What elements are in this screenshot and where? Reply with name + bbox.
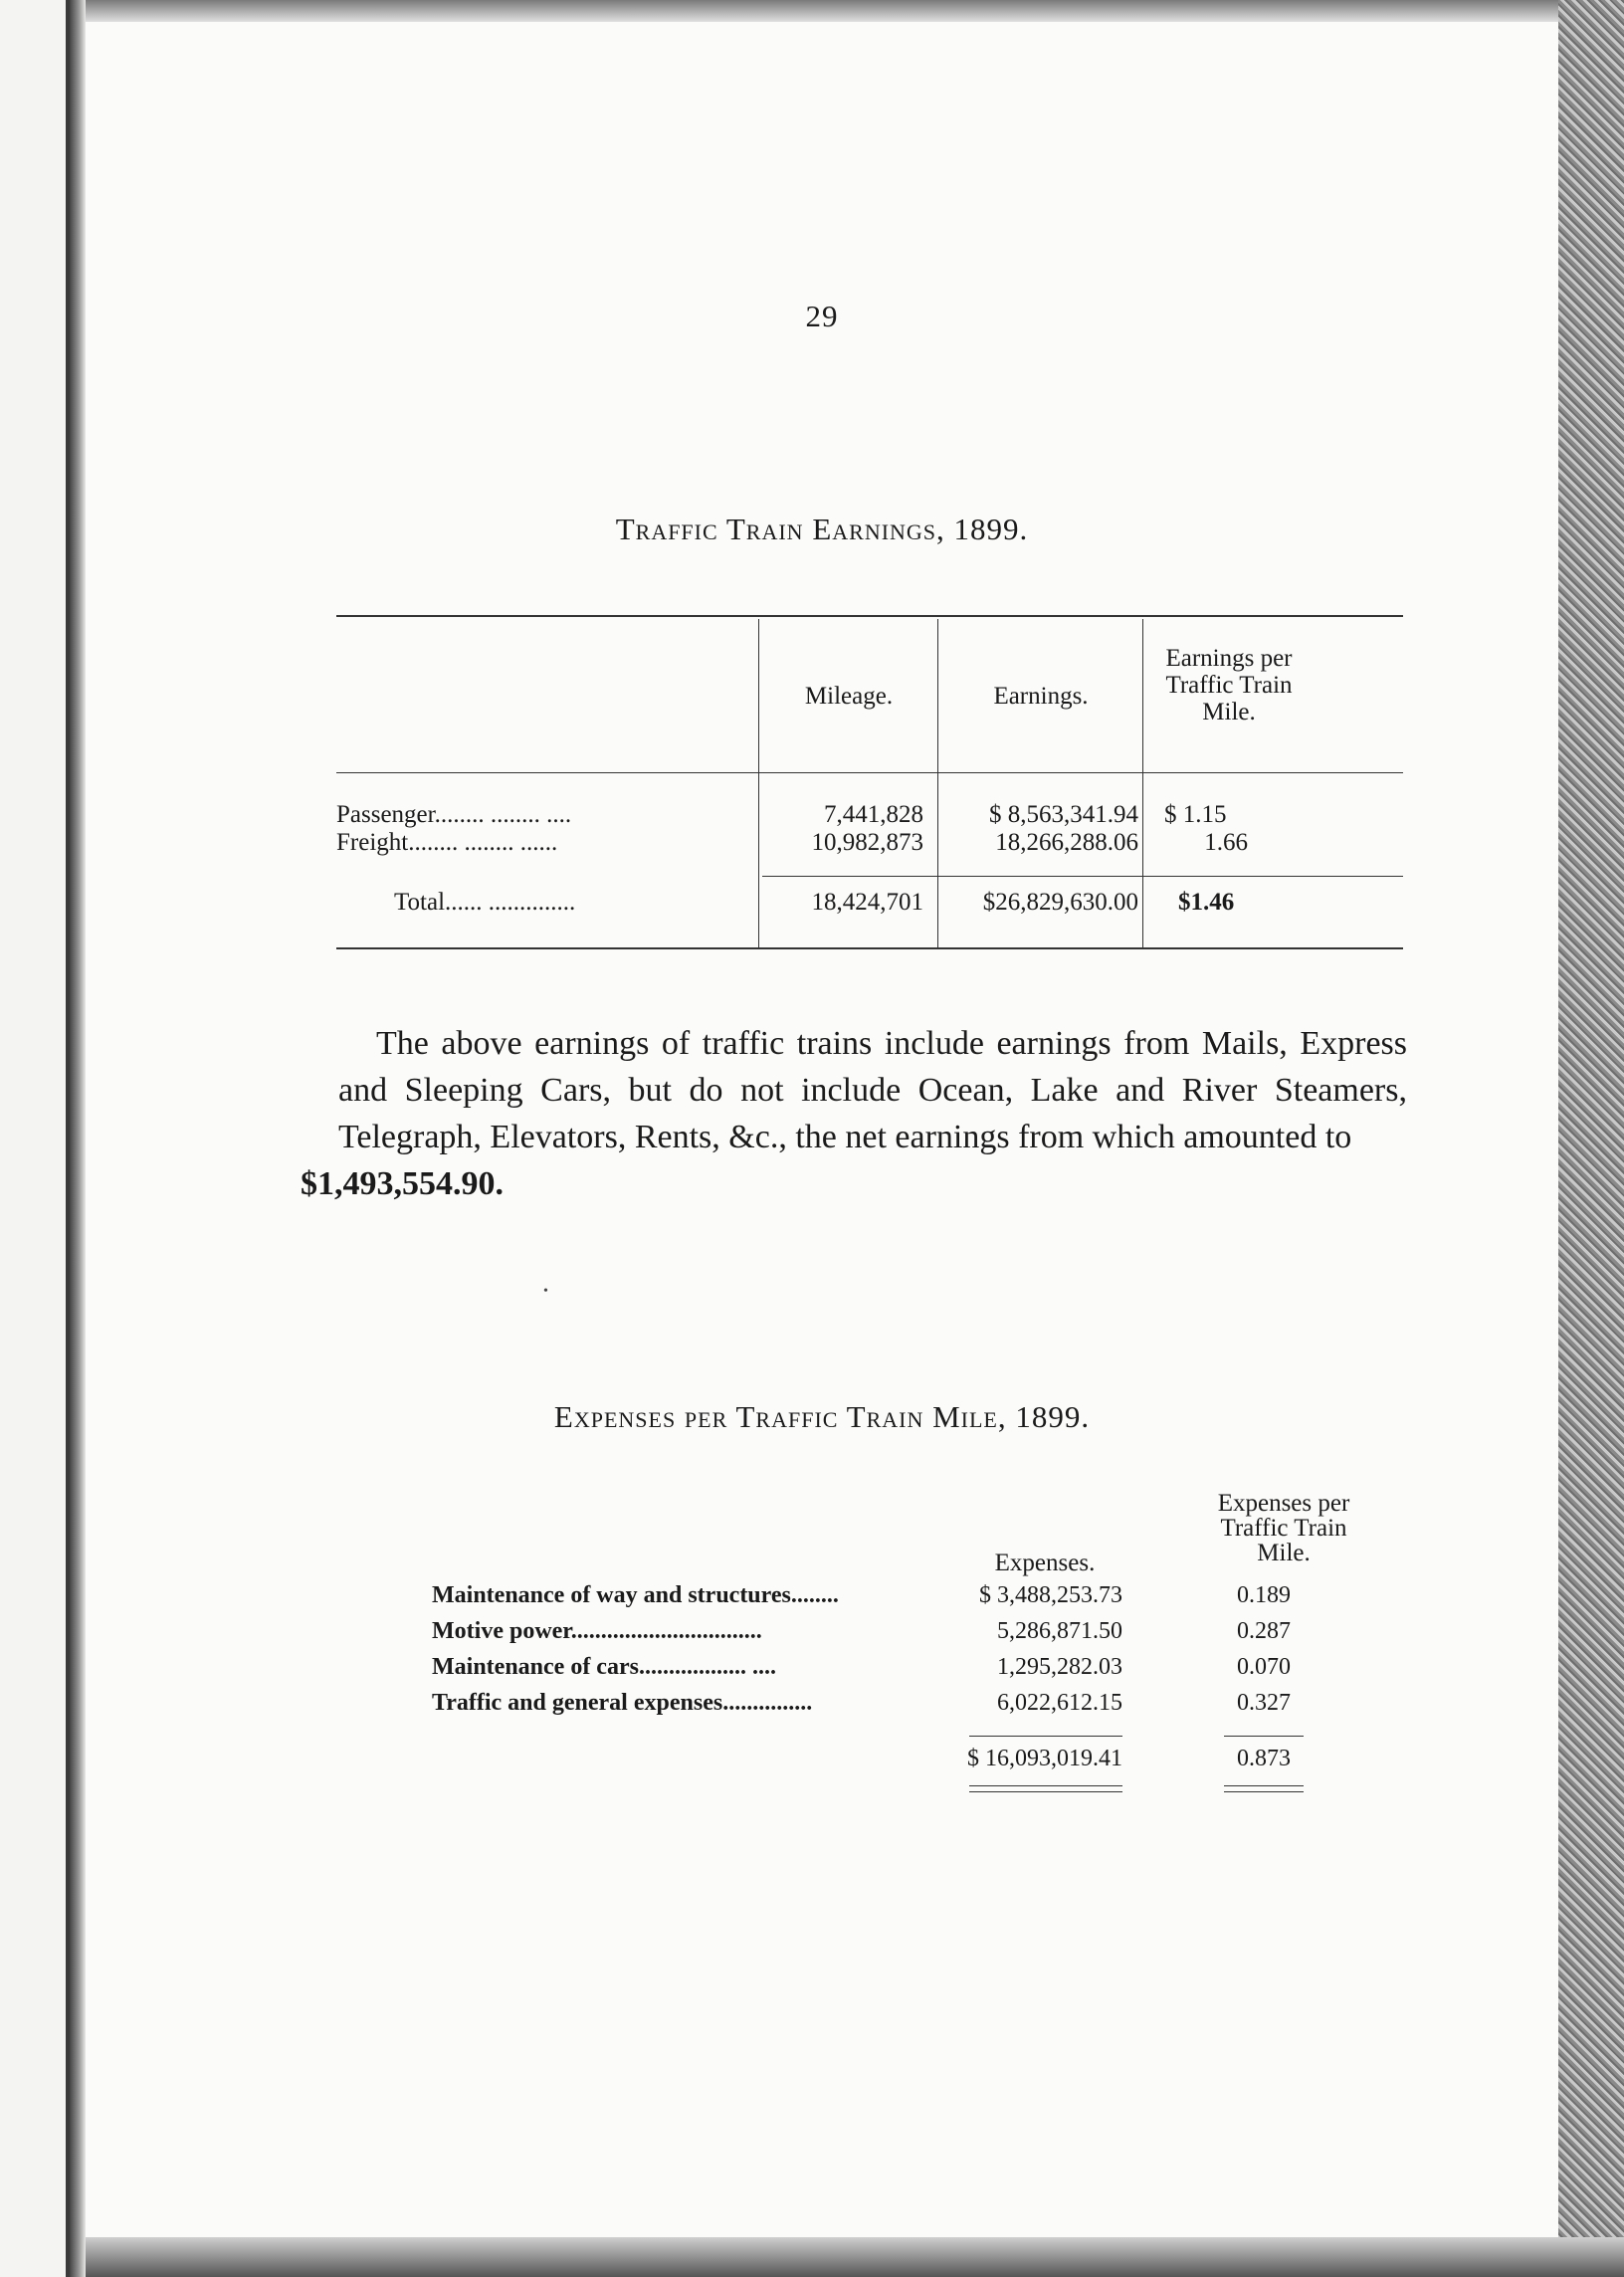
expenses-table-title: Expenses per Traffic Train Mile, 1899. (553, 1399, 1091, 1434)
expense-total-per-mile: 0.873 (1237, 1746, 1291, 1771)
expenses-table (336, 1485, 1431, 1823)
expense-item (432, 1654, 1009, 1681)
row-label: Total (394, 889, 446, 916)
expense-amount: 5,286,871.50 (997, 1618, 1122, 1644)
dot-leader: ........ ........ ...... (408, 829, 558, 856)
expense-label: Motive power (432, 1618, 571, 1644)
header-line: Traffic Train (1220, 1515, 1347, 1542)
header-line: Expenses per (1217, 1490, 1350, 1517)
dot-leader: ............... (722, 1690, 813, 1716)
row-label: Freight (336, 829, 409, 856)
cell-per-mile-total: $1.46 (1178, 889, 1235, 916)
paragraph-amount: $1,493,554.90. (301, 1165, 504, 1202)
row-label: Passenger (336, 801, 435, 828)
cell-mileage-total: 18,424,701 (811, 889, 923, 916)
double-rule (1224, 1791, 1304, 1792)
facing-page-edge (0, 0, 70, 2277)
page-edge-top (86, 0, 1624, 22)
dot-leader: ...... .............. (445, 889, 576, 916)
table-top-rule (336, 615, 1403, 617)
dot-leader: ........ (790, 1582, 839, 1608)
header-line: Mile. (1202, 699, 1256, 725)
double-rule (969, 1785, 1122, 1786)
expense-item (432, 1582, 1009, 1609)
double-rule (1224, 1785, 1304, 1786)
expense-per-mile: 0.070 (1237, 1654, 1291, 1680)
page-edge-right (1558, 0, 1624, 2277)
book-gutter (70, 0, 86, 2277)
cell-per-mile: 1.66 (1204, 829, 1248, 856)
total-top-rule (762, 876, 1403, 877)
header-earnings-per-mile (1144, 645, 1314, 725)
earnings-table-title: Traffic Train Earnings, 1899. (615, 512, 1029, 546)
cell-mileage: 10,982,873 (811, 829, 923, 856)
expense-amount: $ 3,488,253.73 (979, 1582, 1122, 1608)
expense-per-mile: 0.287 (1237, 1618, 1291, 1644)
expense-label: Maintenance of cars (432, 1654, 639, 1680)
header-mileage: Mileage. (804, 683, 894, 710)
column-divider (1142, 619, 1143, 947)
page-edge-bottom (86, 2237, 1624, 2277)
page-number: 29 (805, 299, 839, 333)
cell-earnings: $ 8,563,341.94 (989, 801, 1138, 828)
dot-leader: ........ ........ .... (434, 801, 572, 828)
header-line: Mile. (1257, 1540, 1311, 1566)
table-bottom-rule (336, 947, 1403, 949)
sum-rule (969, 1736, 1122, 1737)
dot-leader: .................. .... (638, 1654, 776, 1680)
cell-per-mile: $ 1.15 (1164, 801, 1227, 828)
expense-per-mile: 0.327 (1237, 1690, 1291, 1716)
double-rule (969, 1791, 1122, 1792)
header-earnings: Earnings. (993, 683, 1089, 710)
column-divider (937, 619, 938, 947)
paragraph-body: The above earnings of traffic trains include earnings from Mails, Express and Sleeping Cars, but do not include Ocean, Lake and River Steamers, Telegraph, Elevators, Rents, &c., the net earnings from which amounted to (338, 1025, 1407, 1155)
expense-item (432, 1690, 1009, 1717)
dot-leader: ................................ (570, 1618, 762, 1644)
expense-label: Maintenance of way and structures (432, 1582, 791, 1608)
expense-per-mile: 0.189 (1237, 1582, 1291, 1608)
expense-label: Traffic and general expenses (432, 1690, 723, 1716)
row-label-passenger (336, 800, 754, 829)
cell-earnings-total: $26,829,630.00 (982, 889, 1138, 916)
print-mark: • (543, 1284, 548, 1299)
expense-total-amount: $ 16,093,019.41 (967, 1746, 1122, 1771)
expense-amount: 6,022,612.15 (997, 1690, 1122, 1716)
cell-mileage: 7,441,828 (824, 801, 923, 828)
body-paragraph (301, 1020, 1407, 1207)
header-line: Traffic Train (1165, 672, 1293, 699)
document-page (86, 22, 1558, 2237)
row-label-freight (336, 828, 754, 857)
cell-earnings: 18,266,288.06 (995, 829, 1138, 856)
expense-item (432, 1618, 1009, 1645)
header-line: Earnings per (1165, 645, 1293, 672)
expense-amount: 1,295,282.03 (997, 1654, 1122, 1680)
paragraph-text (301, 1020, 1407, 1207)
sum-rule (1224, 1736, 1304, 1737)
header-bottom-rule (336, 772, 1403, 773)
header-expenses-per-mile (1184, 1491, 1383, 1565)
row-label-total (394, 888, 762, 917)
earnings-table (336, 615, 1403, 953)
header-expenses: Expenses. (994, 1550, 1096, 1576)
